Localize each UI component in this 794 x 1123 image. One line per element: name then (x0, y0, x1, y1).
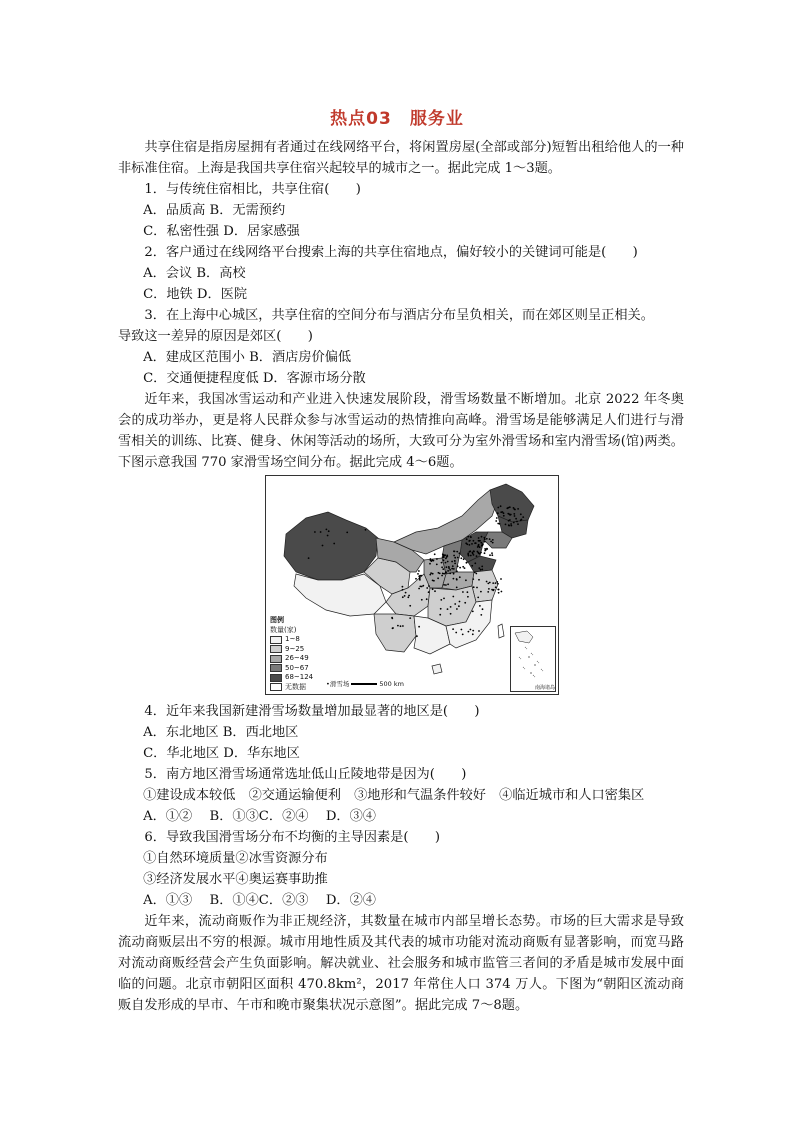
ski-resort-dot (481, 566, 483, 568)
ski-resort-dot (443, 584, 445, 586)
question-1-options-cd: C．私密性强 D．居家感强 (143, 224, 300, 239)
region-heilongjiang (490, 484, 534, 522)
ski-resort-dot (409, 617, 411, 619)
ski-resort-dot (467, 591, 469, 593)
ski-resort-dot (436, 564, 438, 566)
ski-resort-dot (469, 544, 471, 546)
ski-resort-dot (333, 543, 335, 545)
ski-resort-dot (492, 590, 494, 592)
ski-resort-dot (314, 531, 316, 533)
ski-resort-dot (510, 523, 512, 525)
ski-resort-dot (496, 517, 498, 519)
region-taiwan (498, 624, 504, 638)
ski-resort-dot (402, 589, 404, 591)
passage-shared-housing: 共享住宿是指房屋拥有者通过在线网络平台，将闲置房屋(全部或部分)短暂出租给他人的一种非标准住宿。上海是我国共享住宿兴起较早的城市之一。据此完成 1～3题。 (118, 140, 684, 176)
ski-resort-dot (443, 598, 445, 600)
question-2: 2．客户通过在线网络平台搜索上海的共享住宿地点，偏好较小的关键词可能是( ) (144, 245, 638, 260)
ski-resort-dot (508, 525, 510, 527)
ski-resort-dot (467, 536, 469, 538)
question-5: 5．南方地区滑雪场通常选址低山丘陵地带是因为( ) (144, 767, 467, 782)
ski-resort-dot (432, 573, 434, 575)
legend-item (270, 673, 313, 683)
legend-swatch (270, 683, 282, 691)
ski-resort-dot (522, 516, 524, 518)
ski-resort-dot (480, 569, 482, 571)
page-title: 热点03 服务业 (330, 109, 464, 129)
ski-resort-dot (402, 586, 404, 588)
ski-resort-dot (440, 599, 442, 601)
question-5-options: A．①② B．①③C．②④ D．③④ (143, 809, 376, 824)
ski-resort-dot (446, 555, 448, 557)
ski-resort-dot (454, 557, 456, 559)
ski-resort-dot (426, 587, 428, 589)
point-legend: •滑雪场 (326, 680, 350, 688)
ski-resort-dot (428, 585, 430, 587)
inset-label: 南海诸岛 (534, 685, 555, 691)
legend-title: 图例 (270, 616, 284, 624)
ski-resort-dot (500, 511, 502, 513)
ski-resort-dot (484, 538, 486, 540)
question-3-options-cd: C．交通便捷程度低 D．客源市场分散 (143, 371, 366, 386)
ski-resort-dot (503, 515, 505, 517)
ski-resort-dot (326, 529, 328, 531)
ski-resort-dot (501, 591, 503, 593)
ski-resort-dot (507, 507, 509, 509)
ski-resort-dot (436, 558, 438, 560)
ski-resort-dot (457, 565, 459, 567)
ski-resort-dot (509, 519, 511, 521)
ski-resort-dot (479, 553, 481, 555)
ski-resort-dot (432, 588, 434, 590)
region-tibet (294, 574, 386, 616)
ski-resort-dot (489, 554, 491, 556)
map-scale (326, 679, 404, 688)
ski-resort-dot (405, 592, 407, 594)
section-ski-questions (118, 701, 684, 1016)
ski-resort-dot (500, 578, 502, 580)
legend-label: 50~67 (285, 663, 309, 672)
ski-resort-dot (418, 570, 420, 572)
ski-resort-dot (466, 562, 468, 564)
ski-resort-dot (447, 608, 449, 610)
ski-resort-dot (515, 518, 517, 520)
ski-resort-dot (485, 549, 487, 551)
ski-resort-dot (454, 603, 456, 605)
ski-resort-dot (447, 583, 449, 585)
question-2-options-cd: C．地铁 D．医院 (143, 287, 248, 302)
ski-resort-dot (495, 520, 497, 522)
ski-resort-dot (492, 582, 494, 584)
ski-resort-dot (458, 605, 460, 607)
legend-label: 68~124 (285, 673, 314, 681)
ski-resort-dot (445, 584, 447, 586)
legend-label: 1~8 (285, 635, 300, 643)
ski-resort-dot (462, 591, 464, 593)
question-3-options-ab: A．建成区范围小 B．酒店房价偏低 (143, 350, 352, 365)
ski-resort-dot (464, 602, 466, 604)
scale-label: 500 km (379, 679, 404, 688)
ski-resort-dot (421, 586, 423, 588)
ski-resort-dot (450, 606, 452, 608)
question-1-options-ab: A．品质高 B．无需预约 (143, 203, 286, 218)
ski-resort-dot (441, 575, 443, 577)
map-legend (270, 616, 313, 692)
ski-resort-dot (400, 625, 402, 627)
ski-resort-dot (509, 514, 511, 516)
ski-resort-dot (478, 544, 480, 546)
ski-resort-dot (484, 552, 486, 554)
ski-resort-dot (480, 552, 482, 554)
ski-resort-dot (453, 573, 455, 575)
ski-resort-dot (497, 507, 499, 509)
question-5-items: ①建设成本较低 ②交通运输便利 ③地形和气温条件较好 ④临近城市和人口密集区 (143, 788, 645, 803)
ski-resort-dot (452, 628, 454, 630)
ski-resort-dot (499, 523, 501, 525)
region-east (472, 570, 498, 602)
ski-resort-dot (507, 513, 509, 515)
question-4-options-ab: A．东北地区 B．西北地区 (143, 725, 299, 740)
ski-resort-dot (472, 633, 474, 635)
ski-resort-dot (455, 632, 457, 634)
ski-resort-dot (452, 565, 454, 567)
ski-resort-dot (514, 515, 516, 517)
ski-resort-dot (474, 562, 476, 564)
ski-resort-dot (495, 586, 497, 588)
ski-resort-dot (496, 581, 498, 583)
ski-resort-dot (498, 592, 500, 594)
question-3-continued: 导致这一差异的原因是郊区( ) (118, 329, 313, 344)
ski-resort-dot (392, 627, 394, 629)
ski-resort-dot (474, 572, 476, 574)
ski-resort-dot (484, 541, 486, 543)
question-2-options-ab: A．会议 B．高校 (143, 266, 246, 281)
ski-resort-dot (432, 580, 434, 582)
region-yunnan (374, 614, 416, 652)
ski-resort-dot (475, 573, 477, 575)
ski-resort-dot (447, 570, 449, 572)
ski-resort-dot (477, 551, 479, 553)
ski-resort-dot (454, 560, 456, 562)
ski-resort-dot (477, 597, 479, 599)
ski-resort-dot (447, 561, 449, 563)
question-6-items-2: ③经济发展水平④奥运赛事助推 (143, 872, 328, 887)
ski-resort-dot (468, 555, 470, 557)
ski-resort-dot (446, 566, 448, 568)
ski-resort-dot (446, 556, 448, 558)
legend-label: 26~49 (285, 654, 309, 662)
ski-resort-dot (422, 585, 424, 587)
ski-resort-dot (450, 613, 452, 615)
question-4: 4．近年来我国新建滑雪场数量增加最显著的地区是( ) (144, 704, 480, 719)
ski-resort-dot (510, 525, 512, 527)
ski-resort-dot (456, 587, 458, 589)
ski-resort-dot (434, 590, 436, 592)
section-shared-housing (118, 137, 684, 473)
ski-resort-dot (484, 537, 486, 539)
ski-resort-dot (473, 540, 475, 542)
ski-resort-dot (487, 583, 489, 585)
legend-label: 9~25 (285, 644, 305, 653)
ski-resort-dot (429, 574, 431, 576)
ski-resort-dot (456, 578, 458, 580)
ski-resort-dot (481, 536, 483, 538)
ski-resort-dot (434, 553, 436, 555)
ski-resort-dot (426, 598, 428, 600)
ski-resort-dot (322, 545, 324, 547)
ski-resort-dot (418, 588, 420, 590)
ski-resort-dot (497, 513, 499, 515)
legend-item (270, 664, 313, 674)
legend-item (270, 645, 313, 655)
ski-resort-dot (453, 578, 455, 580)
ski-resort-dot (459, 601, 461, 603)
ski-resort-dot (465, 542, 467, 544)
ski-resort-dot (470, 629, 472, 631)
ski-resort-dot (472, 630, 474, 632)
ski-resort-dot (453, 555, 455, 557)
ski-resort-dot (451, 561, 453, 563)
ski-resort-dot (486, 538, 488, 540)
ski-resort-dot (513, 522, 515, 524)
ski-resort-dot (441, 562, 443, 564)
ski-resort-dot (402, 625, 404, 627)
ski-resort-dot (459, 552, 461, 554)
legend-swatch (270, 655, 282, 663)
ski-resort-dot (497, 583, 499, 585)
ski-resort-dot (451, 568, 453, 570)
ski-resort-dot (418, 626, 420, 628)
question-1: 1．与传统住宿相比，共享住宿( ) (144, 182, 361, 197)
ski-resort-dot (466, 538, 468, 540)
ski-resort-dot (520, 519, 522, 521)
ski-resort-dot (461, 629, 463, 631)
ski-resort-dot (416, 635, 418, 637)
question-6: 6．导致我国滑雪场分布不均衡的主导因素是( ) (144, 830, 441, 845)
ski-resort-dot (459, 576, 461, 578)
ski-resort-dot (465, 579, 467, 581)
ski-resort-dot (460, 557, 462, 559)
ski-resort-dot (365, 529, 367, 531)
ski-resort-dot (404, 595, 406, 597)
ski-resort-dot (409, 605, 411, 607)
passage-street-vendors: 近年来，流动商贩作为非正规经济，其数量在城市内部呈增长态势。市场的巨大需求是导致流动商贩层出不穷的根源。城市用地性质及其代表的城市功能对流动商贩有显著影响，而宽马路对流动商贩经营会产生负面影响。解决就业、社会服务和城市监管三者间的矛盾是城市发展中面临的问题。北京市朝阳区面积 470.8km²，2017 年常住人口 374 万人。下图为“朝阳区流动商贩自发形成的早市、午市和晚市聚集状况示意图”。据此完成 7～8题。 (118, 914, 684, 1013)
ski-resort-dot (481, 569, 483, 571)
ski-resort-dot (320, 531, 322, 533)
ski-resort-dot (464, 567, 466, 569)
ski-resort-dot (308, 557, 310, 559)
ski-resort-dot (516, 521, 518, 523)
ski-resort-dot (438, 572, 440, 574)
ski-resort-dot (443, 573, 445, 575)
ski-resort-dot (440, 608, 442, 610)
ski-resort-dot (443, 555, 445, 557)
ski-resort-dot (470, 536, 472, 538)
ski-resort-dot (473, 554, 475, 556)
passage-ski-resorts: 近年来，我国冰雪运动和产业进入快速发展阶段，滑雪场数量不断增加。北京 2022 年冬奥会的成功举办，更是将人民群众参与冰雪运动的热情推向高峰。滑雪场是能够满足人们进行与滑雪相关的训练、比赛、健身、休闲等活动的场所，大致可分为室外滑雪场和室内滑雪场(馆)两类。下图示意我国 770 家滑雪场空间分布。据此完成 4～6题。 (118, 392, 684, 470)
ski-resort-dot (478, 567, 480, 569)
ski-resort-dot (417, 573, 419, 575)
ski-resort-dot (482, 608, 484, 610)
ski-resort-dot (470, 555, 472, 557)
ski-resort-dot (402, 596, 404, 598)
ski-resort-dot (328, 530, 330, 532)
ski-resort-dot (448, 567, 450, 569)
ski-resort-dot (454, 563, 456, 565)
region-xinjiang (284, 512, 378, 580)
legend-swatch (270, 664, 282, 672)
legend-swatch (270, 674, 282, 682)
ski-resort-dot (449, 573, 451, 575)
ski-resort-dot (471, 565, 473, 567)
ski-resort-dot (469, 540, 471, 542)
ski-resort-dot (513, 513, 515, 515)
ski-resort-dot (428, 591, 430, 593)
legend-swatch (270, 645, 282, 653)
ski-resort-dot (327, 535, 329, 537)
ski-resort-dot (517, 508, 519, 510)
ski-resort-dot (346, 532, 348, 534)
ski-resort-dot (478, 579, 480, 581)
legend-item (270, 635, 313, 645)
ski-resort-dot (486, 581, 488, 583)
ski-resort-dot (429, 563, 431, 565)
ski-resort-dot (421, 599, 423, 601)
ski-resort-dot (488, 588, 490, 590)
legend-subtitle: 数量(家) (270, 625, 297, 634)
ski-resort-dot (478, 540, 480, 542)
ski-resort-dot (441, 566, 443, 568)
question-4-options-cd: C．华北地区 D．华东地区 (143, 746, 300, 761)
ski-resort-dot (489, 538, 491, 540)
ski-resort-dot (474, 542, 476, 544)
ski-resort-dot (487, 591, 489, 593)
ski-resort-dot (433, 560, 435, 562)
ski-resort-dot (469, 551, 471, 553)
inset-graphic (511, 627, 555, 691)
ski-resort-dot (415, 578, 417, 580)
ski-resort-dot (472, 578, 474, 580)
ski-resort-dot (452, 596, 454, 598)
question-6-options: A．①③ B．①④C．②③ D．②④ (143, 893, 376, 908)
ski-resort-dot (445, 571, 447, 573)
ski-resort-dot (490, 541, 492, 543)
ski-resort-dot (491, 552, 493, 554)
ski-resort-dot (514, 509, 516, 511)
ski-resort-dot (439, 614, 441, 616)
ski-resort-dot (480, 542, 482, 544)
south-china-sea-inset (510, 626, 556, 692)
ski-resort-dot (457, 557, 459, 559)
ski-resort-dot (472, 611, 474, 613)
ski-resort-dot (476, 555, 478, 557)
ski-resort-dot (456, 570, 458, 572)
ski-resort-dot (430, 558, 432, 560)
question-3: 3．在上海中心城区，共享住宿的空间分布与酒店分布呈负相关，而在郊区则呈正相关。 (144, 308, 654, 323)
ski-resort-dot (463, 558, 465, 560)
ski-resort-dot (462, 634, 464, 636)
legend-label: 无数据 (285, 682, 306, 691)
ski-resort-dot (492, 542, 494, 544)
ski-resort-dot (443, 559, 445, 561)
ski-resort-dot (476, 587, 478, 589)
ski-resort-dot (442, 553, 444, 555)
ski-resort-dot (442, 568, 444, 570)
scale-bar (351, 683, 377, 685)
ski-resort-dot (408, 595, 410, 597)
ski-resort-dot (482, 545, 484, 547)
ski-resort-dot (503, 512, 505, 514)
ski-resort-dot (419, 575, 421, 577)
ski-resort-dot (500, 505, 502, 507)
question-6-items-1: ①自然环境质量②冰雪资源分布 (143, 851, 328, 866)
ski-resort-dot (437, 577, 439, 579)
ski-resort-dot (449, 569, 451, 571)
ski-resort-dot (505, 524, 507, 526)
ski-resort-dot (467, 596, 469, 598)
ski-resort-dot (498, 589, 500, 591)
ski-resort-dot (478, 630, 480, 632)
ski-resort-map (265, 475, 559, 695)
ski-resort-dot (491, 554, 493, 556)
ski-resort-dot (397, 625, 399, 627)
ski-resort-dot (495, 582, 497, 584)
ski-resort-dot (520, 513, 522, 515)
ski-resort-dot (480, 614, 482, 616)
ski-resort-dot (462, 566, 464, 568)
ski-resort-dot (471, 543, 473, 545)
ski-resort-dot (479, 605, 481, 607)
ski-resort-dot (445, 562, 447, 564)
legend-item (270, 683, 313, 693)
ski-resort-dot (391, 617, 393, 619)
ski-resort-dot (454, 551, 456, 553)
ski-resort-dot (492, 539, 494, 541)
ski-resort-dot (472, 552, 474, 554)
ski-resort-dot (456, 551, 458, 553)
ski-resort-dot (478, 537, 480, 539)
ski-resort-dot (480, 591, 482, 593)
ski-resort-dot (468, 631, 470, 633)
legend-item (270, 654, 313, 664)
region-hainan (432, 664, 442, 674)
ski-resort-dot (453, 568, 455, 570)
ski-resort-dot (419, 578, 421, 580)
ski-resort-dot (473, 586, 475, 588)
ski-resort-dot (517, 523, 519, 525)
legend-swatch (270, 636, 282, 644)
ski-resort-dot (456, 608, 458, 610)
ski-resort-dot (459, 567, 461, 569)
ski-resort-dot (489, 582, 491, 584)
ski-resort-dot (407, 596, 409, 598)
